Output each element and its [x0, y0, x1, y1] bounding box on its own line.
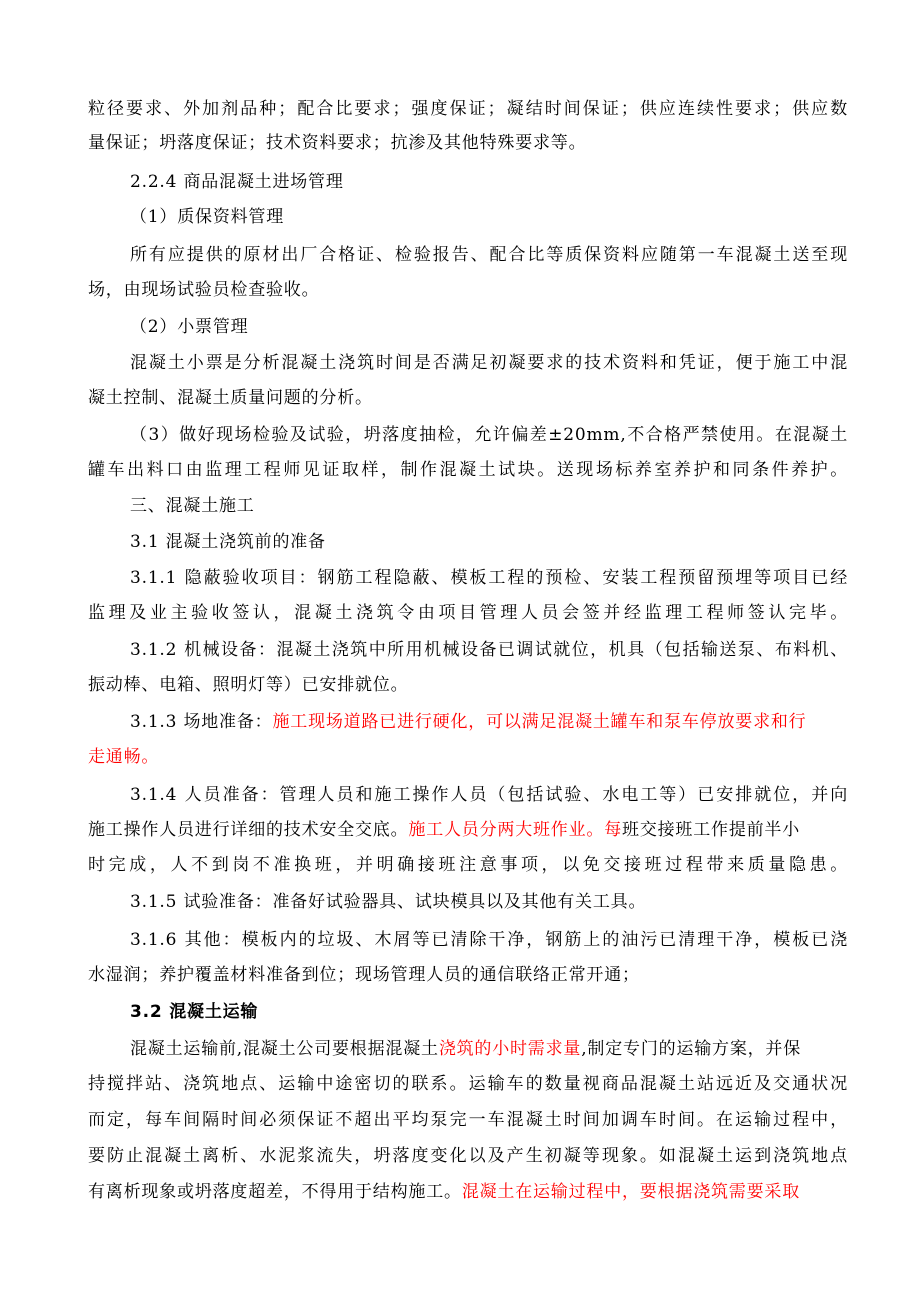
highlighted-text: 施工现场道路已进行硬化，可以满足混凝土罐车和泵车停放要求和行 [272, 712, 807, 732]
paragraph-line: （3）做好现场检验及试验，坍落度抽检，允许偏差±20mm,不合格严禁使用。在混凝土 [130, 425, 848, 445]
subheading-quality-docs: （1）质保资料管理 [130, 207, 285, 227]
text-run: 有离析现象或坍落度超差，不得用于结构施工。 [88, 1182, 462, 1202]
paragraph-line: 场，由现场试验员检查验收。 [88, 280, 320, 300]
highlighted-text: 每 [604, 820, 623, 840]
paragraph-line: 凝土控制、混凝土质量问题的分析。 [88, 388, 373, 408]
paragraph-line: 要防止混凝土离析、水泥浆流失，坍落度变化以及产生初凝等现象。如混凝土运到浇筑地点 [88, 1146, 848, 1166]
paragraph-line: 3.1.4 人员准备：管理人员和施工操作人员（包括试验、水电工等）已安排就位，并向 [130, 785, 848, 805]
text-run: ,制定专门的运输方案，并保 [581, 1039, 802, 1059]
paragraph-line: 粒径要求、外加剂品种；配合比要求；强度保证；凝结时间保证；供应连续性要求；供应数 [88, 99, 848, 119]
paragraph-line: 水湿润；养护覆盖材料准备到位；现场管理人员的通信联络正常开通； [88, 965, 640, 985]
text-run: 施工操作人员进行详细的技术安全交底。 [88, 820, 409, 840]
section-heading-3-1: 3.1 混凝土浇筑前的准备 [130, 532, 326, 552]
highlighted-text: 施工人员分两大班作业。 [408, 820, 605, 840]
paragraph-line: 所有应提供的原材出厂合格证、检验报告、配合比等质保资料应随第一车混凝土送至现 [130, 245, 848, 265]
paragraph-line: 3.1.2 机械设备：混凝土浇筑中所用机械设备已调试就位，机具（包括输送泵、布料机、 [130, 640, 848, 660]
paragraph-line: 时完成，人不到岗不准换班，并明确接班注意事项，以免交接班过程带来质量隐患。 [88, 855, 848, 875]
text-run: 班交接班工作提前半小 [622, 820, 801, 840]
paragraph-line: 混凝土小票是分析混凝土浇筑时间是否满足初凝要求的技术资料和凭证，便于施工中混 [130, 353, 848, 373]
highlighted-text: 走通畅。 [88, 747, 160, 767]
paragraph-line: 罐车出料口由监理工程师见证取样，制作混凝土试块。送现场标养室养护和同条件养护。 [88, 460, 848, 480]
paragraph-line: 监理及业主验收签认，混凝土浇筑令由项目管理人员会签并经监理工程师签认完毕。 [88, 603, 848, 623]
highlighted-text: 混凝土在运输过程中，要根据浇筑需要采取 [461, 1182, 801, 1202]
paragraph-line: 而定，每车间隔时间必须保证不超出平均泵完一车混凝土时间加调车时间。在运输过程中， [88, 1110, 848, 1130]
paragraph-line: 3.1.6 其他：模板内的垃圾、木屑等已清除干净，钢筋上的油污已清理干净，模板已浇 [130, 930, 848, 950]
paragraph-line: 振动棒、电箱、照明灯等）已安排就位。 [88, 675, 409, 695]
paragraph-line: 量保证；坍落度保证；技术资料要求；抗渗及其他特殊要求等。 [88, 133, 587, 153]
subheading-ticket-management: （2）小票管理 [130, 317, 249, 337]
chapter-heading-3: 三、混凝土施工 [130, 496, 255, 516]
paragraph-line [88, 1181, 848, 1203]
text-run: 混凝土运输前,混凝土公司要根据混凝土 [130, 1039, 439, 1059]
highlighted-text: 浇筑的小时需求量 [438, 1039, 582, 1059]
section-heading-3-2: 3.2 混凝土运输 [130, 1002, 259, 1022]
paragraph-line [130, 711, 848, 733]
section-heading-2-2-4: 2.2.4 商品混凝土进场管理 [130, 172, 344, 192]
paragraph-line: 3.1.5 试验准备：准备好试验器具、试块模具以及其他有关工具。 [130, 892, 647, 912]
paragraph-line: 持搅拌站、浇筑地点、运输中途密切的联系。运输车的数量视商品混凝土站远近及交通状况 [88, 1074, 848, 1094]
paragraph-line [130, 1038, 848, 1060]
paragraph-line: 3.1.1 隐蔽验收项目：钢筋工程隐蔽、模板工程的预检、安装工程预留预埋等项目已经 [130, 568, 848, 588]
item-label: 3.1.3 场地准备： [130, 712, 273, 732]
paragraph-line [88, 819, 848, 841]
